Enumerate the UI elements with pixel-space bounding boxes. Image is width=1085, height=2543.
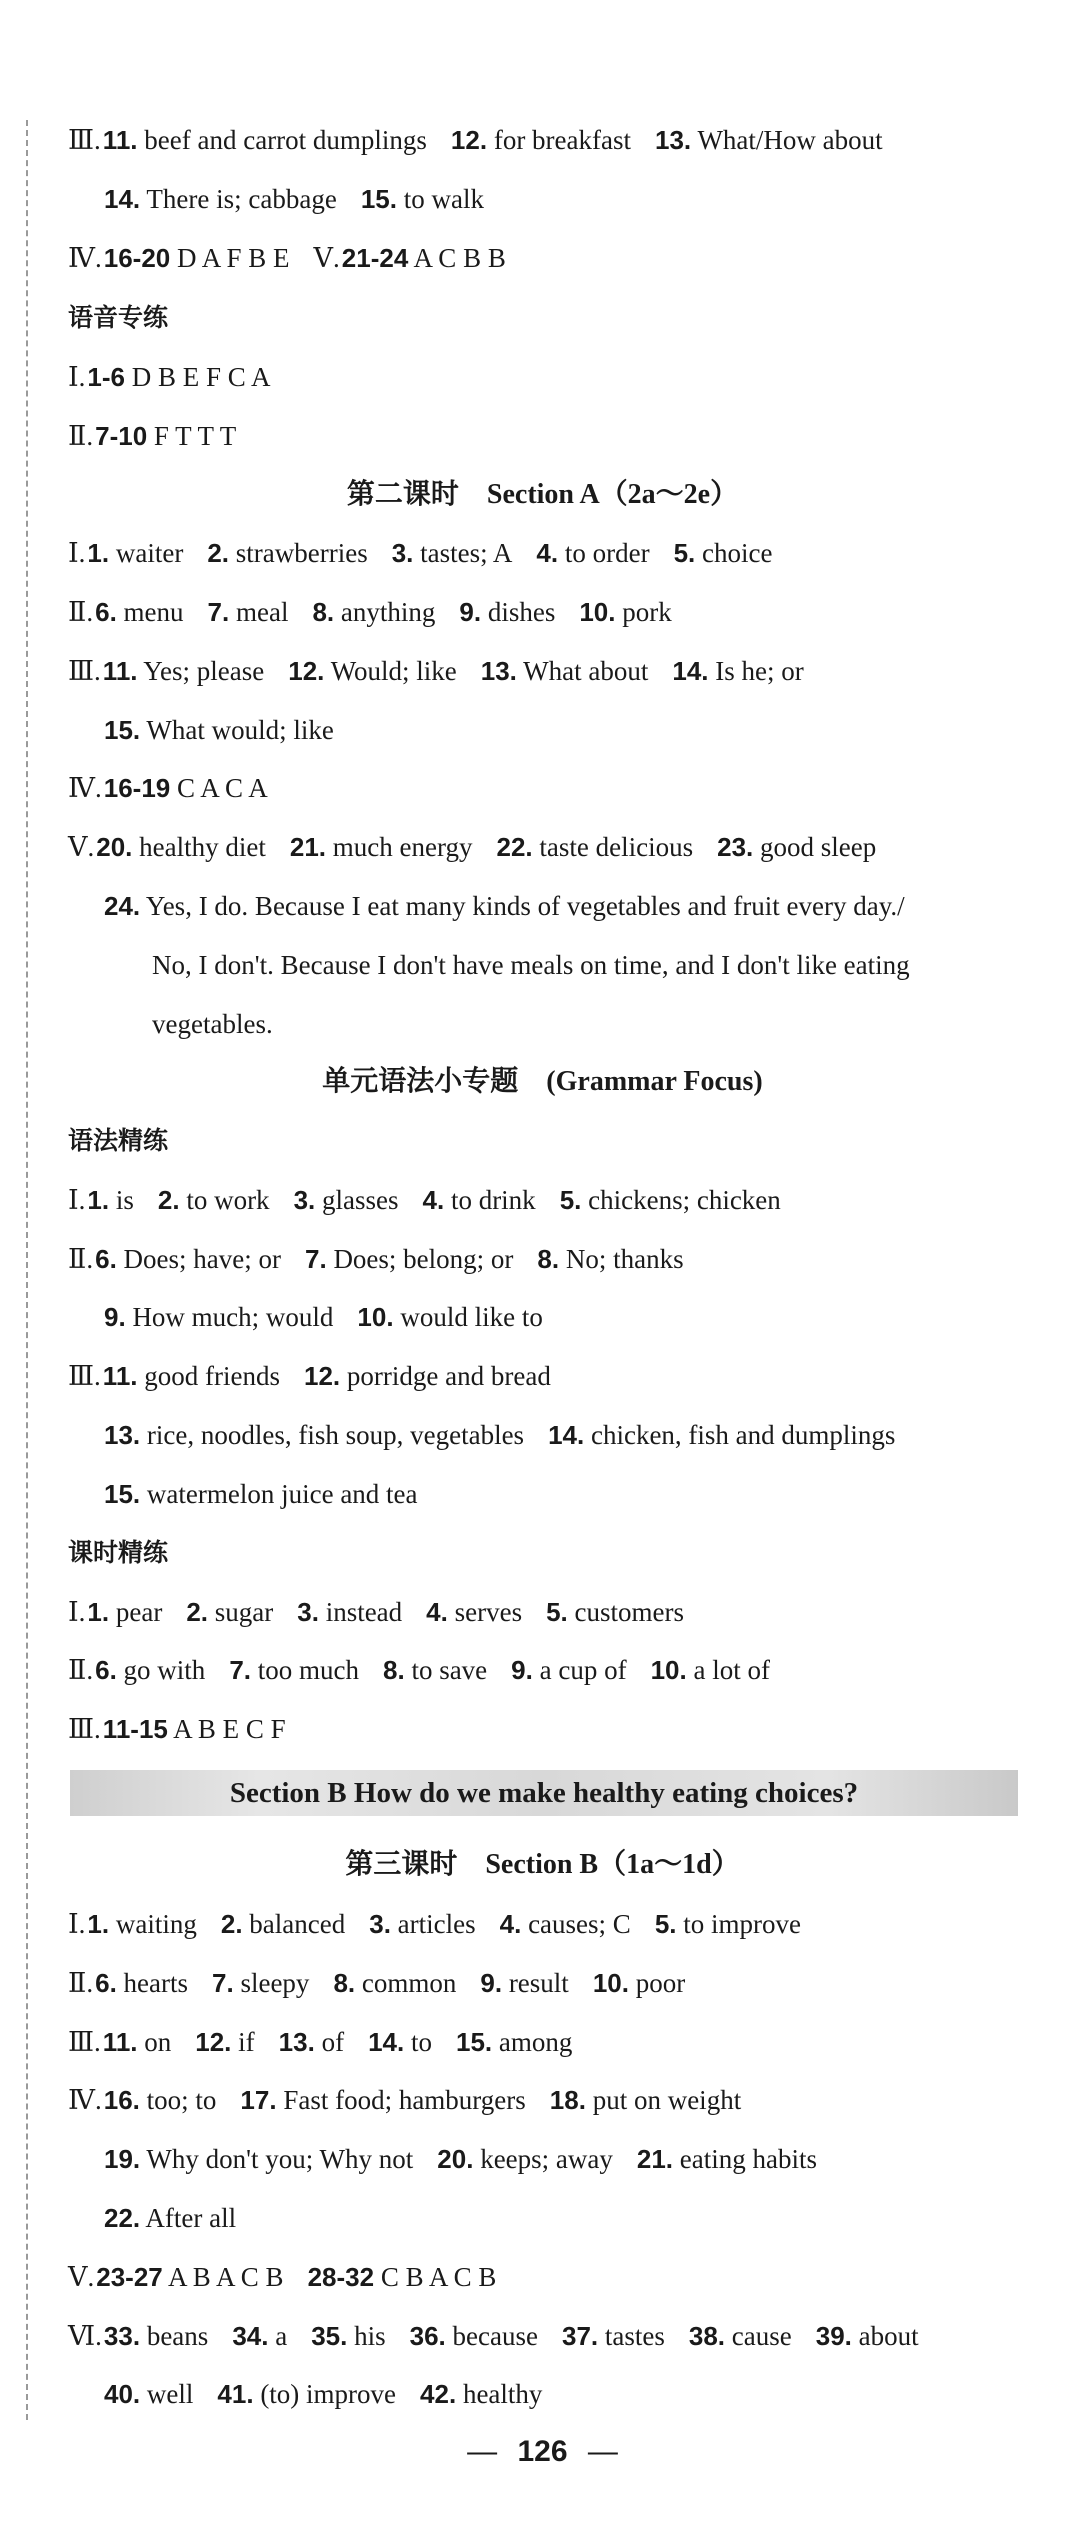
answer-text: Does; belong; or — [333, 1244, 514, 1274]
question-number: 40. — [104, 2379, 141, 2409]
answer-text: customers — [574, 1597, 685, 1627]
answer-text: healthy — [462, 2379, 543, 2409]
question-number: 14. — [672, 656, 709, 686]
answer-text: to order — [564, 538, 650, 568]
question-number: 11. — [102, 2027, 138, 2057]
answer-text: healthy diet — [139, 832, 266, 862]
page-number-footer — [0, 2435, 1085, 2469]
answer-text: to drink — [450, 1185, 536, 1215]
roman-numeral: Ⅱ. — [68, 421, 94, 451]
line-l28 — [104, 2139, 1055, 2179]
question-number: 6. — [95, 597, 117, 627]
line-l7 — [68, 592, 1055, 632]
question-number: 12. — [195, 2027, 232, 2057]
question-number: 4. — [422, 1185, 445, 1215]
question-number: 13. — [104, 1420, 141, 1450]
answer-text: to — [410, 2027, 432, 2057]
section-b-banner — [70, 1770, 1018, 1816]
answer-text: a — [275, 2321, 288, 2351]
answer-text: a cup of — [539, 1655, 627, 1685]
line-l10 — [68, 768, 1055, 808]
answer-text: serves — [454, 1597, 523, 1627]
line-l24 — [68, 1904, 1055, 1944]
answer-text: cause — [731, 2321, 792, 2351]
answer-text: of — [321, 2027, 345, 2057]
question-number: 5. — [546, 1597, 568, 1627]
answer-text: good friends — [144, 1361, 280, 1391]
answer-text: porridge and bread — [346, 1361, 551, 1391]
answer-text: too much — [257, 1655, 359, 1685]
question-number: 23. — [717, 832, 754, 862]
answer-text: poor — [635, 1968, 686, 1998]
answer-text: beef and carrot dumplings — [144, 125, 427, 155]
answer-text: on — [144, 2027, 172, 2057]
answer-text: keeps; away — [480, 2144, 613, 2174]
answer-text: Yes, I do. Because I eat many kinds of vegetables and fruit every day./ — [145, 891, 905, 921]
line-l17 — [104, 1297, 1055, 1337]
answer-text: What/How about — [697, 125, 883, 155]
answer-text: What would; like — [146, 715, 334, 745]
answer-text: There is; cabbage — [146, 184, 337, 214]
question-number: 11. — [102, 1361, 138, 1391]
question-number: 7. — [212, 1968, 234, 1998]
answer-text: is — [115, 1185, 134, 1215]
answer-text: Would; like — [330, 656, 457, 686]
roman-numeral: Ⅲ. — [68, 1361, 101, 1391]
question-number: 10. — [650, 1655, 687, 1685]
answer-text: A B A C B — [168, 2262, 284, 2292]
answer-text: a lot of — [693, 1655, 770, 1685]
answer-text: choice — [702, 538, 773, 568]
question-number: 9. — [104, 1302, 126, 1332]
question-range: 16-19 — [103, 773, 171, 803]
question-number: 5. — [559, 1185, 582, 1215]
question-number: 5. — [654, 1909, 677, 1939]
question-range: 11-15 — [102, 1714, 168, 1744]
answer-text: A C B B — [413, 243, 506, 273]
line-l9 — [104, 710, 1055, 750]
roman-numeral: Ⅱ. — [68, 1968, 94, 1998]
question-number: 1. — [87, 1185, 110, 1215]
question-number: 7. — [229, 1655, 251, 1685]
question-range: 23-27 — [96, 2262, 163, 2292]
line-l22 — [68, 1650, 1055, 1690]
answer-text: much energy — [332, 832, 473, 862]
question-number: 20. — [96, 832, 133, 862]
roman-numeral: Ⅰ. — [68, 1597, 86, 1627]
roman-numeral: Ⅱ. — [68, 1655, 94, 1685]
line-l4 — [68, 357, 1055, 397]
question-number: 7. — [305, 1244, 327, 1274]
question-number: 24. — [104, 891, 141, 921]
line-l12 — [104, 886, 1055, 926]
question-number: 21. — [636, 2144, 674, 2174]
roman-numeral: Ⅳ. — [68, 2085, 102, 2115]
question-number: 11. — [102, 125, 138, 155]
answer-text: Is he; or — [715, 656, 804, 686]
line-l1 — [68, 120, 1055, 160]
question-number: 35. — [311, 2321, 348, 2351]
question-number: 22. — [104, 2203, 141, 2233]
answer-text: Yes; please — [143, 656, 265, 686]
question-number: 3. — [293, 1185, 316, 1215]
line-h3 — [68, 1533, 1055, 1573]
answer-text: meal — [235, 597, 289, 627]
answer-text: common — [361, 1968, 457, 1998]
question-number: 38. — [688, 2321, 726, 2351]
line-l31 — [68, 2316, 1055, 2356]
lesson-title: 第三课时 Section B（1a～1d） — [345, 1849, 740, 1880]
question-number: 10. — [357, 1302, 394, 1332]
answer-text: strawberries — [235, 538, 368, 568]
lesson-title: 第二课时 Section A（2a～2e） — [346, 479, 739, 510]
answer-text: to walk — [403, 184, 484, 214]
roman-numeral: Ⅵ. — [68, 2321, 102, 2351]
question-range: 28-32 — [307, 2262, 375, 2292]
answer-text: sugar — [214, 1597, 274, 1627]
line-l5 — [68, 416, 1055, 456]
question-number: 12. — [288, 656, 325, 686]
answer-text: How much; would — [132, 1302, 334, 1332]
roman-numeral: Ⅰ. — [68, 362, 86, 392]
answer-text: anything — [340, 597, 436, 627]
answer-text: What about — [523, 656, 649, 686]
line-l16 — [68, 1239, 1055, 1279]
page-number: 126 — [517, 2435, 568, 2468]
question-number: 12. — [304, 1361, 341, 1391]
answer-text: good sleep — [760, 832, 877, 862]
roman-numeral: Ⅰ. — [68, 1185, 86, 1215]
answer-text: D A F B E — [176, 243, 290, 273]
question-number: 22. — [496, 832, 533, 862]
answer-text: A B E C F — [173, 1714, 286, 1744]
question-number: 15. — [104, 1479, 141, 1509]
line-l2 — [104, 179, 1055, 219]
line-h2 — [68, 1121, 1055, 1161]
question-number: 1. — [87, 1597, 110, 1627]
answer-text: sleepy — [240, 1968, 310, 1998]
answer-text: to improve — [683, 1909, 801, 1939]
answer-text: would like to — [400, 1302, 543, 1332]
answer-text: well — [146, 2379, 194, 2409]
answer-text: glasses — [322, 1185, 399, 1215]
question-number: 8. — [333, 1968, 356, 1998]
question-number: 2. — [186, 1597, 209, 1627]
question-number: 2. — [157, 1185, 180, 1215]
answer-text: chickens; chicken — [588, 1185, 781, 1215]
question-range: 1-6 — [87, 362, 125, 392]
answer-text: menu — [123, 597, 184, 627]
roman-numeral: Ⅲ. — [68, 1714, 101, 1744]
section-heading: 语音专练 — [68, 303, 169, 332]
answer-text: F T T T — [153, 421, 237, 451]
answer-text: tastes — [604, 2321, 665, 2351]
question-number: 19. — [104, 2144, 141, 2174]
line-l29 — [104, 2198, 1055, 2238]
question-number: 3. — [369, 1909, 391, 1939]
answer-text: After all — [145, 2203, 237, 2233]
answer-text: watermelon juice and tea — [146, 1479, 418, 1509]
question-number: 41. — [217, 2379, 254, 2409]
question-number: 1. — [87, 1909, 110, 1939]
answer-text: to save — [411, 1655, 488, 1685]
roman-numeral: Ⅲ. — [68, 656, 101, 686]
answer-text: rice, noodles, fish soup, vegetables — [146, 1420, 525, 1450]
roman-numeral: Ⅴ. — [313, 243, 340, 273]
binding-dashed-line — [26, 120, 28, 2420]
section-heading: 语法精练 — [68, 1126, 169, 1155]
section-b-banner-text: Section B How do we make healthy eating choices? — [229, 1777, 859, 1809]
answer-text: pear — [115, 1597, 163, 1627]
question-number: 13. — [655, 125, 692, 155]
answer-text: waiting — [115, 1909, 197, 1939]
line-l18 — [68, 1356, 1055, 1396]
question-number: 42. — [420, 2379, 457, 2409]
line-t1 — [0, 475, 1085, 515]
answer-text: instead — [325, 1597, 403, 1627]
answer-text: beans — [146, 2321, 209, 2351]
roman-numeral: Ⅰ. — [68, 538, 86, 568]
question-number: 8. — [383, 1655, 405, 1685]
answer-text: causes; C — [528, 1909, 631, 1939]
question-number: 14. — [548, 1420, 585, 1450]
question-number: 10. — [579, 597, 616, 627]
answer-text: balanced — [249, 1909, 346, 1939]
answer-text: Fast food; hamburgers — [283, 2085, 526, 2115]
line-l8 — [68, 651, 1055, 691]
answer-text: hearts — [123, 1968, 189, 1998]
question-number: 2. — [207, 538, 230, 568]
question-number: 2. — [220, 1909, 243, 1939]
answer-text: waiter — [115, 538, 184, 568]
question-range: 16-20 — [103, 243, 171, 273]
answer-text: D B E F C A — [131, 362, 271, 392]
answer-text: C A C A — [176, 773, 268, 803]
answer-text: eating habits — [679, 2144, 818, 2174]
question-number: 18. — [549, 2085, 586, 2115]
roman-numeral: Ⅳ. — [68, 243, 102, 273]
answer-text: C B A C B — [380, 2262, 497, 2292]
line-l3 — [68, 238, 1055, 278]
answer-text: dishes — [487, 597, 556, 627]
question-number: 4. — [426, 1597, 448, 1627]
question-number: 34. — [232, 2321, 269, 2351]
answer-text: result — [508, 1968, 569, 1998]
roman-numeral: Ⅰ. — [68, 1909, 86, 1939]
question-number: 20. — [437, 2144, 474, 2174]
answer-text: about — [858, 2321, 919, 2351]
answer-text: pork — [622, 597, 672, 627]
line-t3 — [0, 1845, 1085, 1885]
roman-numeral: Ⅴ. — [68, 832, 95, 862]
answer-text: articles — [397, 1909, 476, 1939]
question-number: 9. — [480, 1968, 503, 1998]
answer-text: his — [354, 2321, 386, 2351]
answer-text: No, I don't. Because I don't have meals on time, and I don't like eating — [152, 950, 910, 980]
line-l20 — [104, 1474, 1055, 1514]
line-l19 — [104, 1415, 1055, 1455]
answer-text: among — [498, 2027, 573, 2057]
answer-text: Why don't you; Why not — [146, 2144, 414, 2174]
question-number: 7. — [207, 597, 230, 627]
line-l30 — [68, 2257, 1055, 2297]
answer-text: put on weight — [592, 2085, 742, 2115]
lesson-title: 单元语法小专题 (Grammar Focus) — [322, 1066, 763, 1097]
question-number: 5. — [673, 538, 696, 568]
answer-text: taste delicious — [539, 832, 694, 862]
question-number: 16. — [103, 2085, 140, 2115]
roman-numeral: Ⅲ. — [68, 125, 101, 155]
answer-text: (to) improve — [260, 2379, 397, 2409]
line-l27 — [68, 2080, 1055, 2120]
line-l32 — [104, 2374, 1055, 2414]
answer-text: because — [452, 2321, 538, 2351]
question-number: 14. — [368, 2027, 405, 2057]
roman-numeral: Ⅲ. — [68, 2027, 101, 2057]
line-h1 — [68, 298, 1055, 338]
question-range: 7-10 — [95, 421, 148, 451]
question-number: 15. — [104, 715, 141, 745]
answer-text: Does; have; or — [123, 1244, 281, 1274]
answer-text: for breakfast — [493, 125, 632, 155]
answer-text: vegetables. — [152, 1009, 273, 1039]
question-number: 21. — [289, 832, 327, 862]
question-number: 11. — [102, 656, 138, 686]
line-l26 — [68, 2022, 1055, 2062]
roman-numeral: Ⅴ. — [68, 2262, 95, 2292]
roman-numeral: Ⅱ. — [68, 1244, 94, 1274]
question-number: 13. — [278, 2027, 315, 2057]
question-number: 3. — [391, 538, 414, 568]
question-number: 3. — [297, 1597, 319, 1627]
question-number: 10. — [592, 1968, 629, 1998]
question-number: 17. — [240, 2085, 277, 2115]
question-number: 8. — [537, 1244, 560, 1274]
question-number: 9. — [459, 597, 482, 627]
question-number: 9. — [511, 1655, 533, 1685]
question-range: 21-24 — [341, 243, 409, 273]
page-dash-right: — — [587, 2435, 618, 2468]
answer-text: go with — [123, 1655, 206, 1685]
page-dash-left: — — [467, 2435, 498, 2468]
line-l6 — [68, 533, 1055, 573]
answer-text: No; thanks — [565, 1244, 684, 1274]
question-number: 13. — [480, 656, 517, 686]
line-l11 — [68, 827, 1055, 867]
line-t2 — [0, 1062, 1085, 1102]
answer-text: chicken, fish and dumplings — [590, 1420, 896, 1450]
line-l23 — [68, 1709, 1055, 1749]
line-l15 — [68, 1180, 1055, 1220]
question-number: 39. — [815, 2321, 852, 2351]
question-number: 1. — [87, 538, 110, 568]
question-number: 4. — [536, 538, 559, 568]
question-number: 15. — [360, 184, 397, 214]
answer-text: too; to — [146, 2085, 217, 2115]
roman-numeral: Ⅳ. — [68, 773, 102, 803]
question-number: 8. — [312, 597, 335, 627]
answer-text: if — [238, 2027, 255, 2057]
question-number: 37. — [561, 2321, 599, 2351]
section-heading: 课时精练 — [68, 1538, 169, 1567]
question-number: 6. — [95, 1655, 117, 1685]
question-number: 36. — [409, 2321, 446, 2351]
question-number: 6. — [95, 1968, 117, 1998]
answer-text: to work — [186, 1185, 270, 1215]
question-number: 6. — [95, 1244, 117, 1274]
question-number: 15. — [456, 2027, 493, 2057]
question-number: 33. — [103, 2321, 141, 2351]
line-l13 — [152, 945, 1055, 985]
line-l25 — [68, 1963, 1055, 2003]
line-l21 — [68, 1592, 1055, 1632]
question-number: 14. — [104, 184, 141, 214]
roman-numeral: Ⅱ. — [68, 597, 94, 627]
question-number: 4. — [499, 1909, 522, 1939]
line-l14 — [152, 1004, 1055, 1044]
answer-text: tastes; A — [420, 538, 513, 568]
question-number: 12. — [450, 125, 488, 155]
